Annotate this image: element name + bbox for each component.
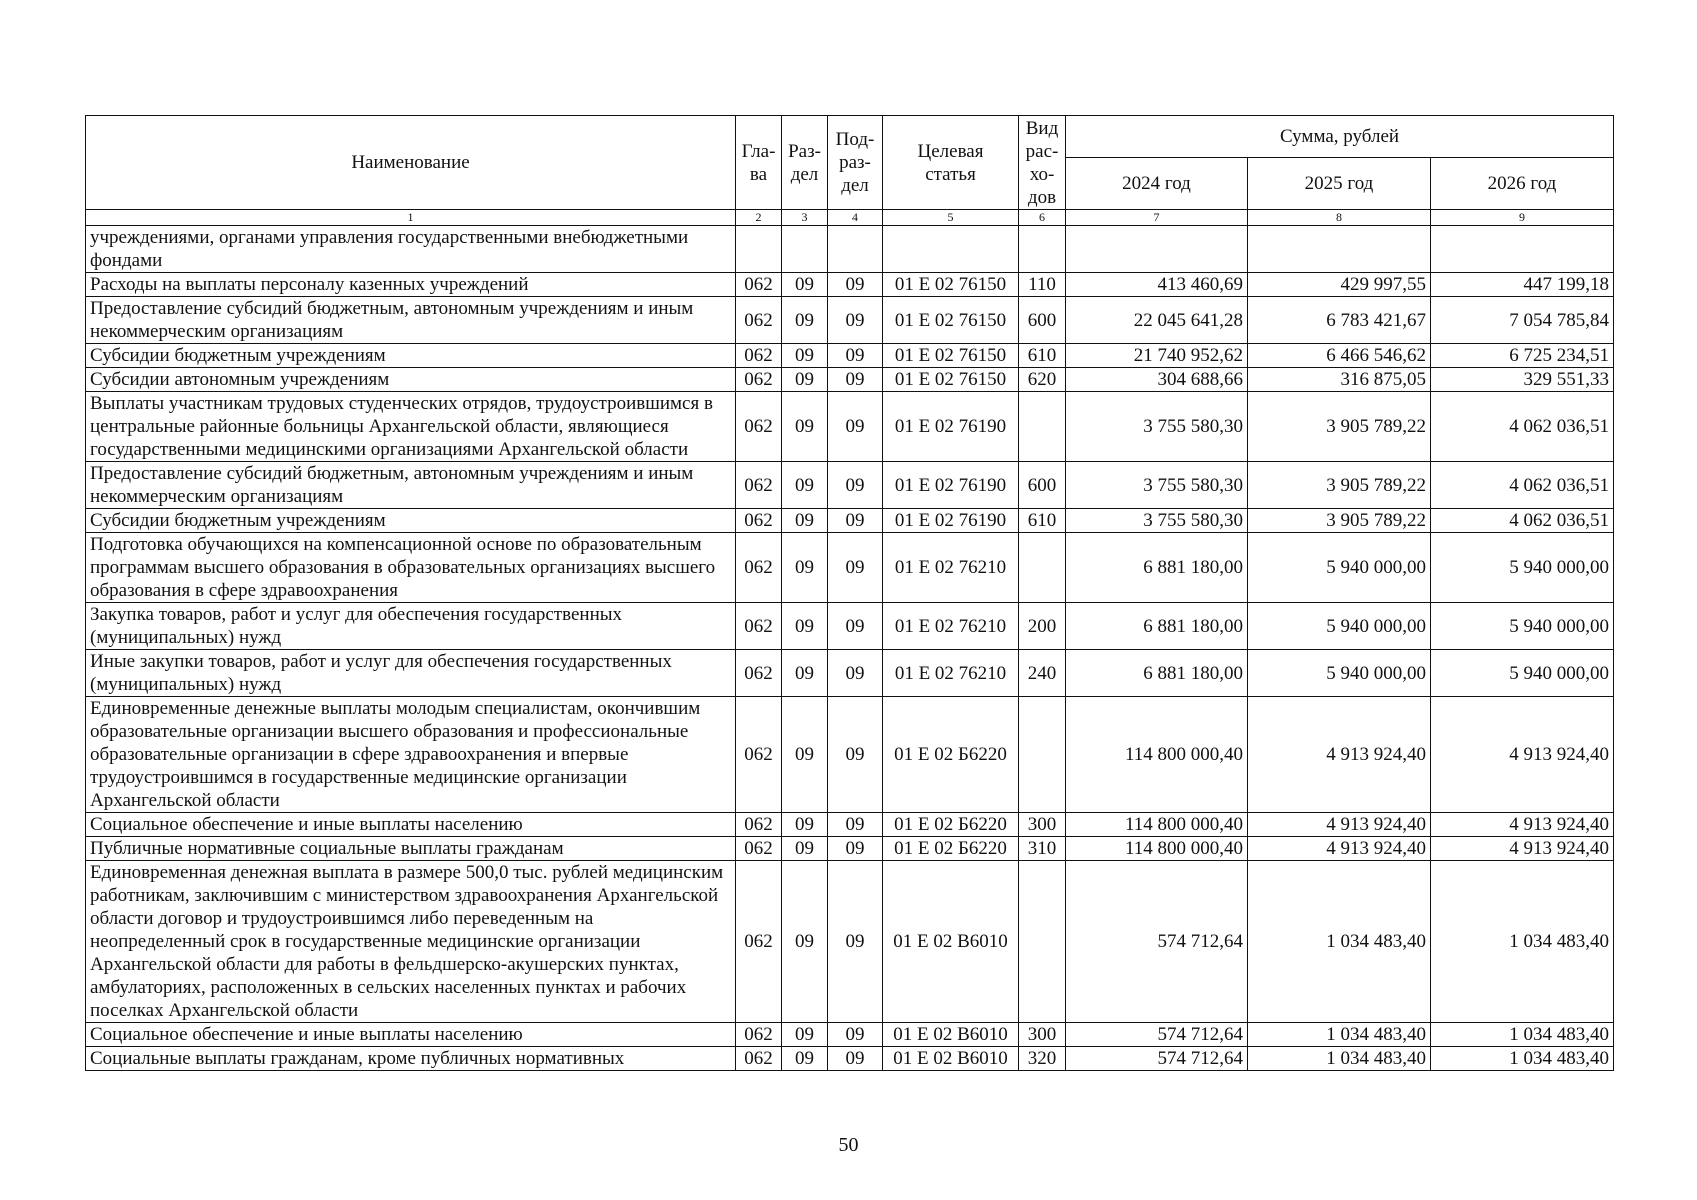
header-glava: Гла- ва — [736, 116, 782, 210]
header-year-2024: 2024 год — [1066, 158, 1248, 210]
row-glava: 062 — [736, 392, 782, 462]
row-podrazdel: 09 — [828, 861, 883, 1023]
row-amount-2025: 1 034 483,40 — [1248, 1047, 1431, 1071]
row-target: 01 Е 02 76190 — [883, 509, 1019, 533]
row-amount-2025: 6 466 546,62 — [1248, 344, 1431, 368]
row-amount-2024: 114 800 000,40 — [1066, 697, 1248, 813]
row-podrazdel: 09 — [828, 813, 883, 837]
row-name: Субсидии автономным учреждениям — [86, 368, 736, 392]
row-target: 01 Е 02 Б6220 — [883, 697, 1019, 813]
row-razdel: 09 — [782, 392, 828, 462]
row-razdel: 09 — [782, 1047, 828, 1071]
row-name: Социальные выплаты гражданам, кроме публичных нормативных — [86, 1047, 736, 1071]
row-amount-2026: 4 062 036,51 — [1431, 509, 1614, 533]
row-name: Закупка товаров, работ и услуг для обеспечения государственных (муниципальных) нужд — [86, 603, 736, 650]
row-amount-2026: 447 199,18 — [1431, 273, 1614, 297]
row-vid: 110 — [1019, 273, 1066, 297]
row-razdel: 09 — [782, 273, 828, 297]
row-target: 01 Е 02 Б6220 — [883, 837, 1019, 861]
row-glava: 062 — [736, 861, 782, 1023]
row-name: Субсидии бюджетным учреждениям — [86, 344, 736, 368]
row-amount-2024 — [1066, 226, 1248, 273]
row-target: 01 Е 02 76190 — [883, 392, 1019, 462]
row-amount-2025 — [1248, 226, 1431, 273]
row-target: 01 Е 02 В6010 — [883, 1047, 1019, 1071]
row-name: Предоставление субсидий бюджетным, автономным учреждениям и иным некоммерческим организациям — [86, 462, 736, 509]
row-vid: 610 — [1019, 509, 1066, 533]
row-podrazdel: 09 — [828, 1047, 883, 1071]
row-amount-2024: 304 688,66 — [1066, 368, 1248, 392]
row-razdel: 09 — [782, 1023, 828, 1047]
row-target — [883, 226, 1019, 273]
row-amount-2026: 1 034 483,40 — [1431, 1047, 1614, 1071]
table-row — [86, 273, 1614, 297]
row-amount-2025: 5 940 000,00 — [1248, 603, 1431, 650]
column-number: 9 — [1431, 210, 1614, 226]
row-podrazdel: 09 — [828, 368, 883, 392]
row-glava: 062 — [736, 1047, 782, 1071]
row-razdel: 09 — [782, 697, 828, 813]
row-podrazdel: 09 — [828, 392, 883, 462]
row-name: Единовременная денежная выплата в размере 500,0 тыс. рублей медицинским работникам, заключившим с министерством здравоохранения Архангельской области договор и трудоустроившимся либо переведенным на неопределенный срок в государственные медицинские организации Архангельской области для работы в фельдшерско-акушерских пунктах, амбулаториях, расположенных в сельских населенных пунктах и рабочих поселках Архангельской области — [86, 861, 736, 1023]
row-name: Социальное обеспечение и иные выплаты населению — [86, 813, 736, 837]
row-podrazdel: 09 — [828, 297, 883, 344]
row-amount-2025: 5 940 000,00 — [1248, 650, 1431, 697]
row-name: Выплаты участникам трудовых студенческих отрядов, трудоустроившимся в центральные районные больницы Архангельской области, являющиеся государственными медицинскими организациями Архангельской области — [86, 392, 736, 462]
row-name: Публичные нормативные социальные выплаты гражданам — [86, 837, 736, 861]
row-razdel: 09 — [782, 603, 828, 650]
table-row — [86, 533, 1614, 603]
row-glava: 062 — [736, 650, 782, 697]
table-row — [86, 509, 1614, 533]
row-razdel: 09 — [782, 368, 828, 392]
column-number: 8 — [1248, 210, 1431, 226]
row-target: 01 Е 02 76150 — [883, 297, 1019, 344]
row-glava: 062 — [736, 813, 782, 837]
row-amount-2026: 4 913 924,40 — [1431, 813, 1614, 837]
table-row — [86, 297, 1614, 344]
row-amount-2026: 6 725 234,51 — [1431, 344, 1614, 368]
row-amount-2024: 3 755 580,30 — [1066, 509, 1248, 533]
row-amount-2025: 3 905 789,22 — [1248, 509, 1431, 533]
row-vid: 200 — [1019, 603, 1066, 650]
row-amount-2025: 4 913 924,40 — [1248, 837, 1431, 861]
row-name: Субсидии бюджетным учреждениям — [86, 509, 736, 533]
row-glava: 062 — [736, 368, 782, 392]
row-amount-2025: 1 034 483,40 — [1248, 1023, 1431, 1047]
row-glava: 062 — [736, 603, 782, 650]
row-target: 01 Е 02 В6010 — [883, 861, 1019, 1023]
row-vid: 300 — [1019, 813, 1066, 837]
row-target: 01 Е 02 76210 — [883, 533, 1019, 603]
row-podrazdel — [828, 226, 883, 273]
header-target: Целевая статья — [883, 116, 1019, 210]
row-amount-2024: 6 881 180,00 — [1066, 533, 1248, 603]
row-glava: 062 — [736, 462, 782, 509]
table-row — [86, 368, 1614, 392]
row-podrazdel: 09 — [828, 697, 883, 813]
column-number: 4 — [828, 210, 883, 226]
row-razdel: 09 — [782, 837, 828, 861]
row-podrazdel: 09 — [828, 533, 883, 603]
row-name: Иные закупки товаров, работ и услуг для обеспечения государственных (муниципальных) нужд — [86, 650, 736, 697]
row-glava: 062 — [736, 344, 782, 368]
row-target: 01 Е 02 В6010 — [883, 1023, 1019, 1047]
table-body — [86, 226, 1614, 1071]
row-razdel — [782, 226, 828, 273]
row-vid: 600 — [1019, 462, 1066, 509]
table-row — [86, 650, 1614, 697]
header-vid: Вид рас- хо- дов — [1019, 116, 1066, 210]
header-year-2026: 2026 год — [1431, 158, 1614, 210]
row-razdel: 09 — [782, 509, 828, 533]
row-razdel: 09 — [782, 462, 828, 509]
column-number-row — [86, 210, 1614, 226]
row-vid: 600 — [1019, 297, 1066, 344]
row-target: 01 Е 02 Б6220 — [883, 813, 1019, 837]
column-number: 7 — [1066, 210, 1248, 226]
row-amount-2026: 4 913 924,40 — [1431, 697, 1614, 813]
row-podrazdel: 09 — [828, 603, 883, 650]
row-amount-2026: 5 940 000,00 — [1431, 650, 1614, 697]
row-razdel: 09 — [782, 813, 828, 837]
row-glava: 062 — [736, 509, 782, 533]
row-podrazdel: 09 — [828, 837, 883, 861]
row-razdel: 09 — [782, 650, 828, 697]
row-podrazdel: 09 — [828, 650, 883, 697]
table-row — [86, 1047, 1614, 1071]
row-name: учреждениями, органами управления государственными внебюджетными фондами — [86, 226, 736, 273]
row-amount-2024: 3 755 580,30 — [1066, 462, 1248, 509]
row-amount-2024: 6 881 180,00 — [1066, 650, 1248, 697]
row-amount-2026: 4 913 924,40 — [1431, 837, 1614, 861]
row-amount-2025: 5 940 000,00 — [1248, 533, 1431, 603]
table-row — [86, 603, 1614, 650]
budget-table — [85, 115, 1614, 1071]
row-vid — [1019, 226, 1066, 273]
row-amount-2024: 22 045 641,28 — [1066, 297, 1248, 344]
row-target: 01 Е 02 76190 — [883, 462, 1019, 509]
row-amount-2024: 6 881 180,00 — [1066, 603, 1248, 650]
table-row — [86, 861, 1614, 1023]
row-vid: 240 — [1019, 650, 1066, 697]
row-amount-2025: 4 913 924,40 — [1248, 697, 1431, 813]
row-amount-2026: 4 062 036,51 — [1431, 392, 1614, 462]
row-amount-2024: 574 712,64 — [1066, 1023, 1248, 1047]
row-glava: 062 — [736, 697, 782, 813]
table-row — [86, 697, 1614, 813]
row-amount-2025: 3 905 789,22 — [1248, 392, 1431, 462]
row-vid: 310 — [1019, 837, 1066, 861]
row-amount-2025: 316 875,05 — [1248, 368, 1431, 392]
header-year-2025: 2025 год — [1248, 158, 1431, 210]
header-razdel: Раз- дел — [782, 116, 828, 210]
table-row — [86, 1023, 1614, 1047]
row-amount-2024: 21 740 952,62 — [1066, 344, 1248, 368]
row-name: Единовременные денежные выплаты молодым специалистам, окончившим образовательные организации высшего образования и профессиональные образовательные организации в сфере здравоохранения и впервые трудоустроившимся в государственные медицинские организации Архангельской области — [86, 697, 736, 813]
column-number: 5 — [883, 210, 1019, 226]
row-vid — [1019, 861, 1066, 1023]
row-amount-2025: 3 905 789,22 — [1248, 462, 1431, 509]
row-razdel: 09 — [782, 533, 828, 603]
row-target: 01 Е 02 76150 — [883, 273, 1019, 297]
row-razdel: 09 — [782, 344, 828, 368]
row-target: 01 Е 02 76210 — [883, 650, 1019, 697]
row-podrazdel: 09 — [828, 509, 883, 533]
row-razdel: 09 — [782, 861, 828, 1023]
row-vid: 620 — [1019, 368, 1066, 392]
row-amount-2026: 1 034 483,40 — [1431, 861, 1614, 1023]
page-number: 50 — [838, 1134, 859, 1156]
row-vid: 610 — [1019, 344, 1066, 368]
row-amount-2026: 7 054 785,84 — [1431, 297, 1614, 344]
row-vid — [1019, 533, 1066, 603]
table-row — [86, 462, 1614, 509]
row-amount-2026: 5 940 000,00 — [1431, 533, 1614, 603]
table-row — [86, 226, 1614, 273]
row-amount-2025: 1 034 483,40 — [1248, 861, 1431, 1023]
row-amount-2026: 4 062 036,51 — [1431, 462, 1614, 509]
row-amount-2026: 5 940 000,00 — [1431, 603, 1614, 650]
row-name: Социальное обеспечение и иные выплаты населению — [86, 1023, 736, 1047]
row-amount-2024: 3 755 580,30 — [1066, 392, 1248, 462]
row-amount-2026 — [1431, 226, 1614, 273]
table-row — [86, 344, 1614, 368]
row-target: 01 Е 02 76150 — [883, 368, 1019, 392]
row-amount-2025: 4 913 924,40 — [1248, 813, 1431, 837]
row-amount-2025: 429 997,55 — [1248, 273, 1431, 297]
row-target: 01 Е 02 76210 — [883, 603, 1019, 650]
row-glava: 062 — [736, 1023, 782, 1047]
row-glava: 062 — [736, 273, 782, 297]
row-podrazdel: 09 — [828, 344, 883, 368]
row-amount-2024: 413 460,69 — [1066, 273, 1248, 297]
table-row — [86, 392, 1614, 462]
table-row — [86, 813, 1614, 837]
header-sum: Сумма, рублей — [1066, 116, 1614, 158]
header-name: Наименование — [86, 116, 736, 210]
row-name: Подготовка обучающихся на компенсационной основе по образовательным программам высшего образования в образовательных организациях высшего образования в сфере здравоохранения — [86, 533, 736, 603]
row-razdel: 09 — [782, 297, 828, 344]
row-amount-2024: 574 712,64 — [1066, 861, 1248, 1023]
row-amount-2024: 114 800 000,40 — [1066, 837, 1248, 861]
column-number: 2 — [736, 210, 782, 226]
row-amount-2024: 574 712,64 — [1066, 1047, 1248, 1071]
row-amount-2026: 329 551,33 — [1431, 368, 1614, 392]
row-amount-2025: 6 783 421,67 — [1248, 297, 1431, 344]
row-vid: 300 — [1019, 1023, 1066, 1047]
row-target: 01 Е 02 76150 — [883, 344, 1019, 368]
header-podrazdel: Под- раз- дел — [828, 116, 883, 210]
row-amount-2024: 114 800 000,40 — [1066, 813, 1248, 837]
row-podrazdel: 09 — [828, 462, 883, 509]
row-glava — [736, 226, 782, 273]
row-podrazdel: 09 — [828, 1023, 883, 1047]
row-name: Предоставление субсидий бюджетным, автономным учреждениям и иным некоммерческим организациям — [86, 297, 736, 344]
row-podrazdel: 09 — [828, 273, 883, 297]
column-number: 1 — [86, 210, 736, 226]
column-number: 6 — [1019, 210, 1066, 226]
row-glava: 062 — [736, 533, 782, 603]
header-row — [86, 116, 1614, 158]
row-name: Расходы на выплаты персоналу казенных учреждений — [86, 273, 736, 297]
row-vid: 320 — [1019, 1047, 1066, 1071]
column-number: 3 — [782, 210, 828, 226]
row-amount-2026: 1 034 483,40 — [1431, 1023, 1614, 1047]
row-glava: 062 — [736, 837, 782, 861]
row-glava: 062 — [736, 297, 782, 344]
row-vid — [1019, 697, 1066, 813]
table-row — [86, 837, 1614, 861]
row-vid — [1019, 392, 1066, 462]
